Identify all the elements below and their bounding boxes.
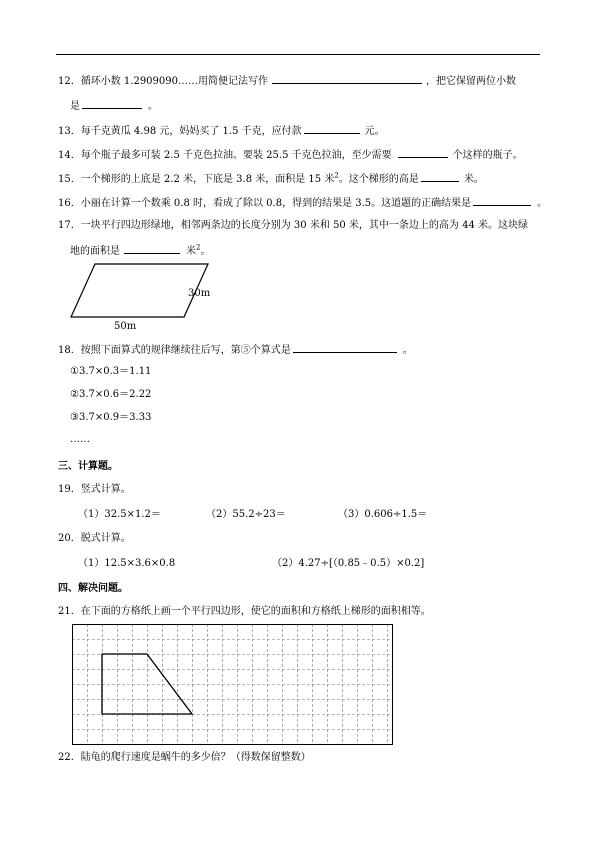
question-number: 12． xyxy=(58,76,81,87)
pattern-ellipsis: …… xyxy=(70,434,90,445)
grid-paper[interactable] xyxy=(72,624,394,746)
circled-number: ⑤ xyxy=(240,345,251,356)
question-text: 竖式计算。 xyxy=(80,484,131,495)
question-number: 13． xyxy=(58,126,81,137)
section-title-calculation: 三、计算题。 xyxy=(58,461,118,472)
calc-item: （1）12.5×3.6×0.8 xyxy=(78,558,176,569)
question-text: 脱式计算。 xyxy=(80,533,131,544)
question-number: 21． xyxy=(58,606,81,617)
question-text: ，把它保留两位小数 xyxy=(426,76,516,87)
question-number: 20． xyxy=(58,533,81,544)
pattern-item: ③3.7×0.9＝3.33 xyxy=(70,412,152,423)
question-number: 17． xyxy=(58,220,81,231)
pattern-item: ②3.7×0.6＝2.22 xyxy=(70,389,152,400)
question-text: 在下面的方格纸上画一个平行四边形，使它的面积和方格纸上梯形的面积相等。 xyxy=(80,606,431,617)
question-text: 个这样的瓶子。 xyxy=(452,150,523,161)
question-text: 。这个梯形的高是 xyxy=(338,174,419,185)
pattern-item: ①3.7×0.3＝1.11 xyxy=(70,366,152,377)
question-19 xyxy=(58,484,131,496)
superscript: 2 xyxy=(334,171,339,180)
calc-item: （3）0.606÷1.5＝ xyxy=(338,509,428,520)
question-text: 循环小数 1.2909090……用简便记法写作 xyxy=(80,76,268,87)
question-number: 18． xyxy=(58,345,81,356)
question-text: 。 xyxy=(402,345,413,356)
question-text: 米。 xyxy=(463,174,484,185)
question-number: 16． xyxy=(58,198,81,209)
question-22 xyxy=(58,752,311,764)
question-text: 每千克黄瓜 4.98 元，妈妈买了 1.5 千克，应付款 xyxy=(80,126,302,137)
side-length-label: 30m xyxy=(188,288,211,299)
trapezoid-shape xyxy=(102,654,192,714)
question-text: 。 xyxy=(537,198,548,209)
calc-item: （2）4.27÷[（0.85﹣0.5）×0.2] xyxy=(272,558,425,569)
question-text: 每个瓶子最多可装 2.5 千克色拉油。要装 25.5 千克色拉油，至少需要 xyxy=(80,150,392,161)
question-text: 一块平行四边形绿地，相邻两条边的长度分别为 30 米和 50 米，其中一条边上的高为 44 米。这块绿 xyxy=(80,220,528,231)
question-text: 地的面积是 xyxy=(70,246,120,257)
question-text: 。 xyxy=(148,101,158,112)
question-text: 米 xyxy=(186,246,196,257)
question-text: 个算式是 xyxy=(250,345,291,356)
superscript: 2 xyxy=(196,243,201,252)
section-title-problems: 四、解决问题。 xyxy=(58,583,128,594)
question-number: 22． xyxy=(58,752,81,763)
question-text: 一个梯形的上底是 2.2 米，下底是 3.8 米，面积是 15 米 xyxy=(80,174,335,185)
question-text: 小丽在计算一个数乘 0.8 时，看成了除以 0.8，得到的结果是 3.5。这道题的正确结果是 xyxy=(80,198,472,209)
question-20 xyxy=(58,533,131,545)
question-number: 19． xyxy=(58,484,81,495)
answer-blank[interactable] xyxy=(293,343,397,353)
question-18 xyxy=(58,343,413,357)
question-number: 15． xyxy=(58,174,81,185)
base-length-label: 50m xyxy=(114,321,137,332)
question-text: 。 xyxy=(200,246,211,257)
calc-item: （1）32.5×1.2＝ xyxy=(78,509,161,520)
question-text: 按照下面算式的规律继续往后写，第 xyxy=(80,345,241,356)
calc-item: （2）55.2÷23＝ xyxy=(206,509,286,520)
question-21 xyxy=(58,606,431,618)
question-text: 是 xyxy=(70,101,80,112)
question-text: 陆龟的爬行速度是蜗牛的多少倍？（得数保留整数） xyxy=(80,752,311,763)
question-text: 元。 xyxy=(364,126,385,137)
grid-lines xyxy=(72,624,392,744)
question-number: 14． xyxy=(58,150,81,161)
